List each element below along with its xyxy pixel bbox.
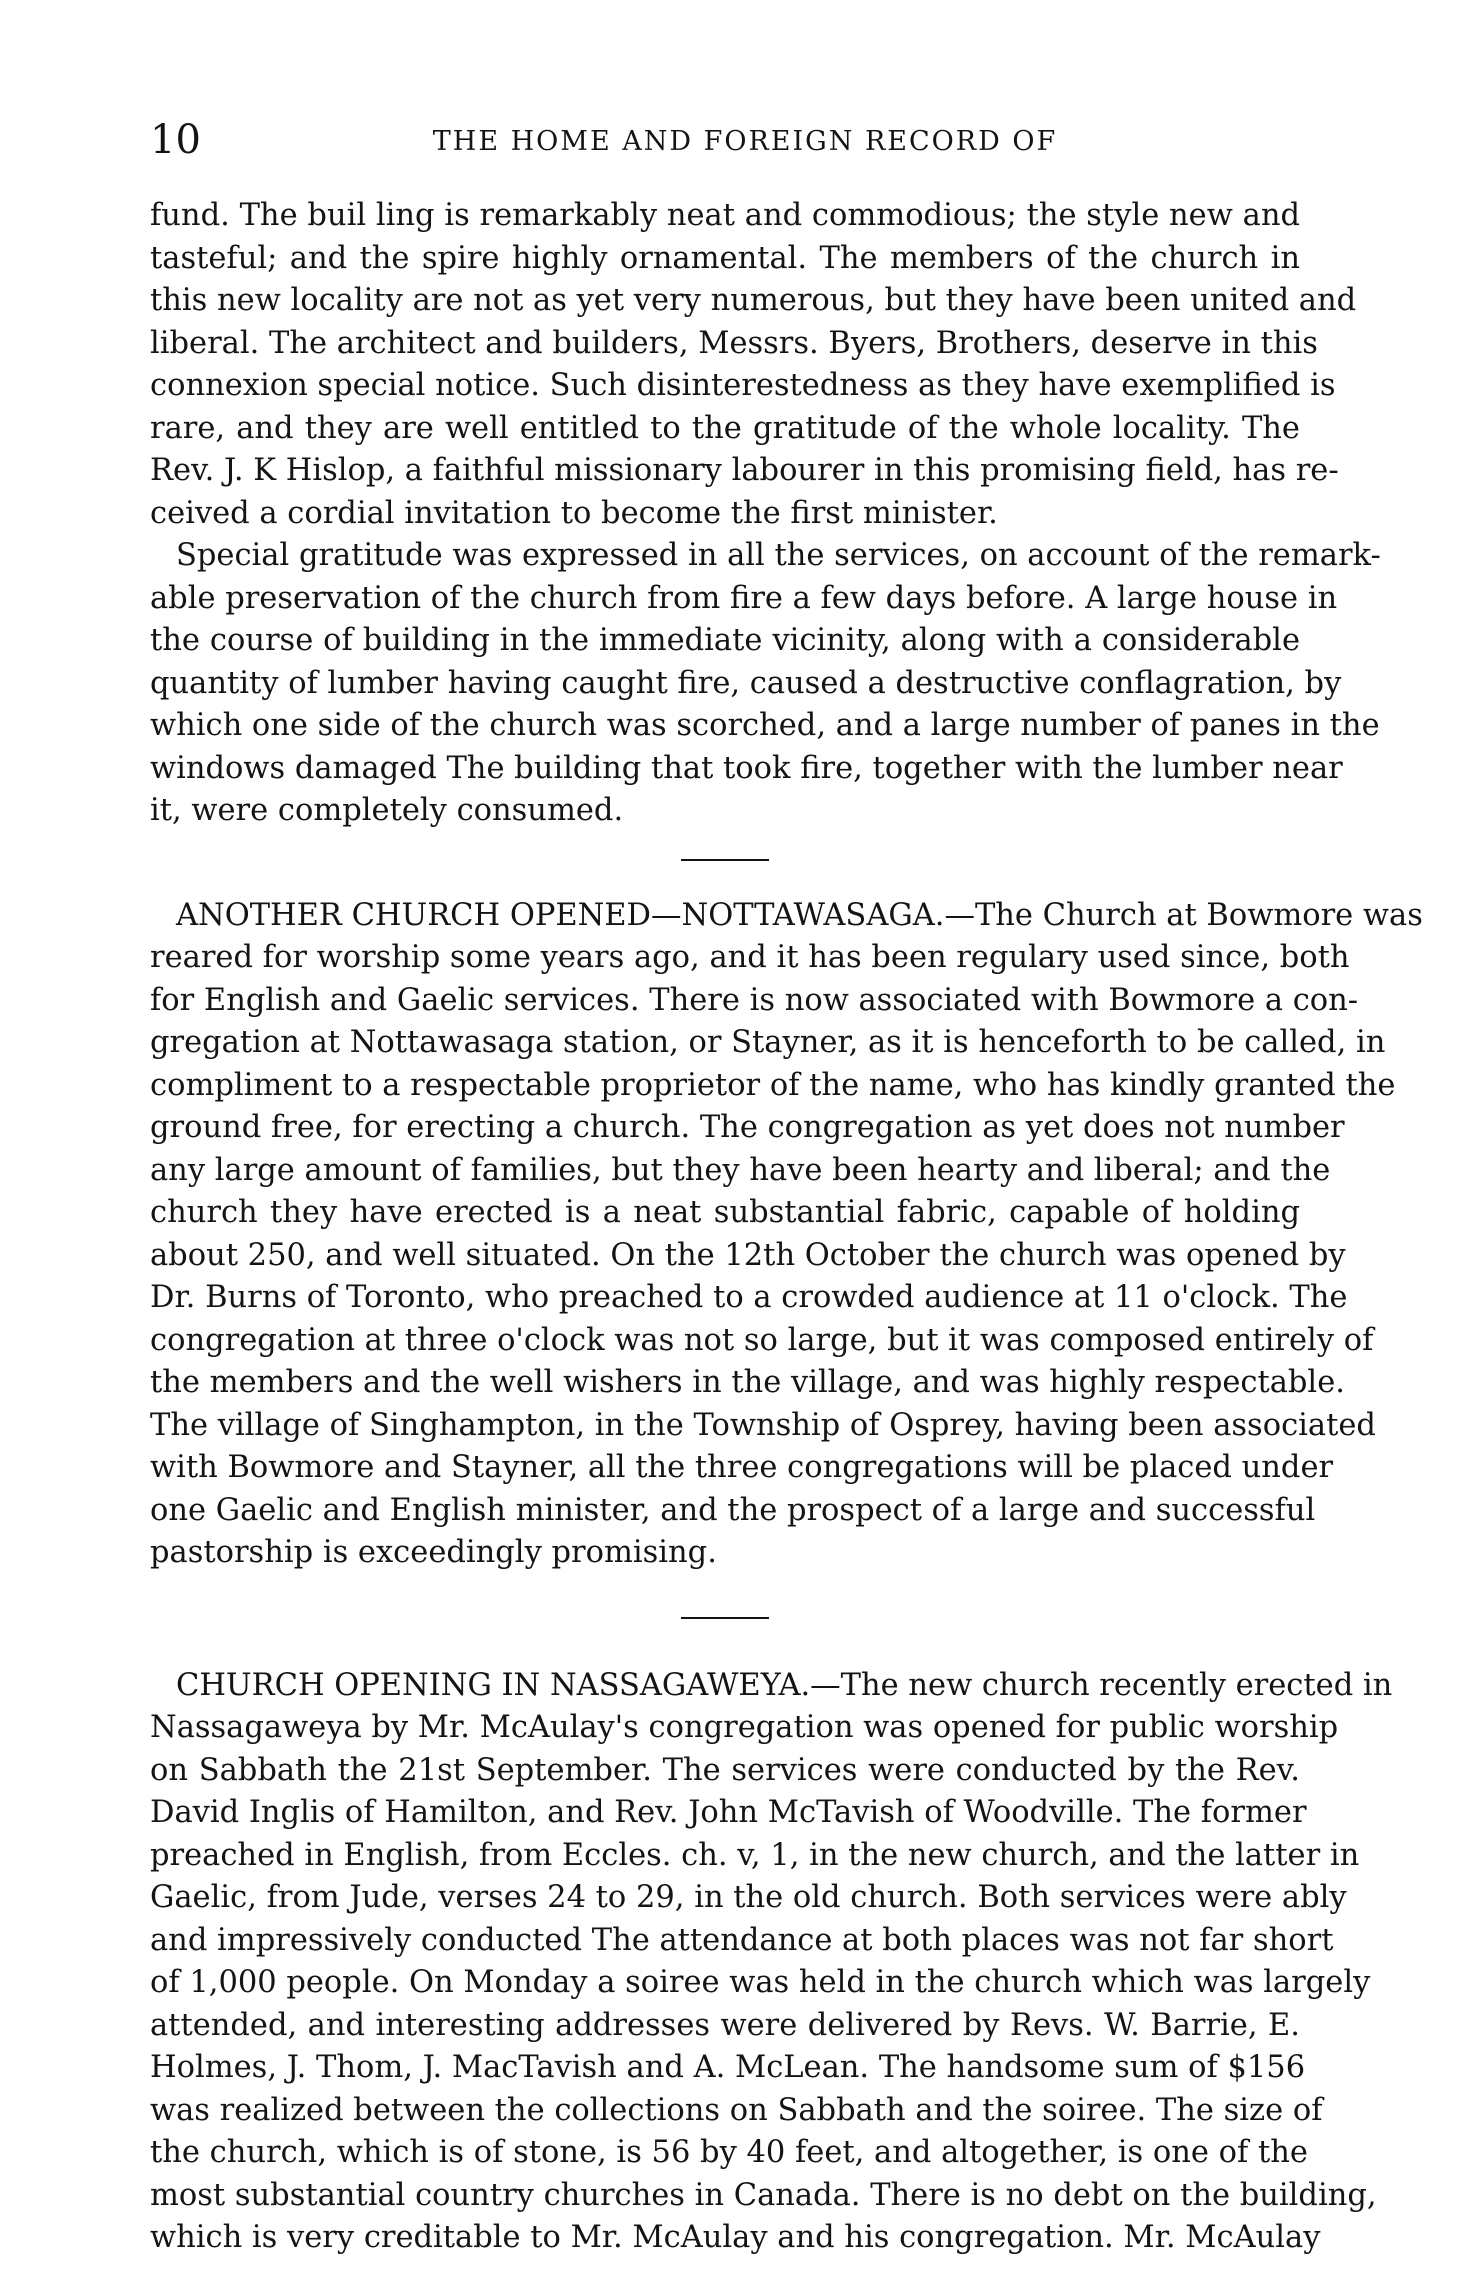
paragraph-nassagaweya bbox=[150, 1665, 1393, 2260]
text-line: ANOTHER CHURCH OPENED—NOTTAWASAGA.—The Church at Bowmore was bbox=[176, 897, 1423, 933]
text-line: preached in English, from Eccles. ch. v, 1, in the new church, and the latter in bbox=[150, 1837, 1360, 1873]
text-line: able preservation of the church from fire a few days before. A large house in bbox=[150, 580, 1338, 616]
text-line: the course of building in the immediate vicinity, along with a considerable bbox=[150, 623, 1300, 658]
text-line: of 1,000 people. On Monday a soiree was held in the church which was largely bbox=[150, 1965, 1371, 2000]
text-line: one Gaelic and English minister, and the prospect of a large and successful bbox=[150, 1492, 1316, 1528]
section-divider bbox=[681, 1617, 769, 1619]
text-line: gregation at Nottawasaga station, or Stayner, as it is henceforth to be called, in bbox=[150, 1025, 1386, 1060]
text-line: compliment to a respectable proprietor of the name, who has kindly granted the bbox=[150, 1067, 1396, 1103]
text-line: Rev. J. K Hislop, a faithful missionary labourer in this promising field, has re- bbox=[150, 453, 1339, 488]
running-head: THE HOME AND FOREIGN RECORD OF bbox=[432, 126, 1058, 157]
text-line: this new locality are not as yet very numerous, but they have been united and bbox=[150, 283, 1357, 318]
text-line: Holmes, J. Thom, J. MacTavish and A. McLean. The handsome sum of $156 bbox=[150, 2050, 1306, 2085]
text-line: about 250, and well situated. On the 12th October the church was opened by bbox=[150, 1237, 1346, 1273]
text-line: The village of Singhampton, in the Township of Osprey, having been associated bbox=[150, 1407, 1376, 1443]
text-line: fund. The buil ling is remarkably neat and commodious; the style new and bbox=[150, 198, 1300, 233]
paragraph-special-gratitude bbox=[150, 535, 1381, 833]
text-line: and impressively conducted The attendance at both places was not far short bbox=[150, 1922, 1334, 1958]
text-line: pastorship is exceedingly promising. bbox=[150, 1535, 717, 1570]
text-line: Special gratitude was expressed in all the services, on account of the remark- bbox=[176, 538, 1381, 573]
text-line: attended, and interesting addresses were delivered by Revs. W. Barrie, E. bbox=[150, 2007, 1300, 2043]
page-header bbox=[150, 115, 1300, 165]
section-divider bbox=[681, 859, 769, 861]
text-line: on Sabbath the 21st September. The services were conducted by the Rev. bbox=[150, 1752, 1300, 1788]
text-line: Dr. Burns of Toronto, who preached to a crowded audience at 11 o'clock. The bbox=[150, 1280, 1348, 1315]
text-line: which one side of the church was scorched, and a large number of panes in the bbox=[150, 708, 1380, 743]
text-line: any large amount of families, but they have been hearty and liberal; and the bbox=[150, 1152, 1331, 1188]
text-line: quantity of lumber having caught fire, caused a destructive conflagration, by bbox=[150, 665, 1342, 701]
text-line: which is very creditable to Mr. McAulay and his congregation. Mr. McAulay bbox=[150, 2220, 1321, 2255]
text-line: most substantial country churches in Canada. There is no debt on the building, bbox=[150, 2177, 1377, 2213]
text-line: for English and Gaelic services. There is now associated with Bowmore a con- bbox=[150, 982, 1359, 1018]
text-line: David Inglis of Hamilton, and Rev. John McTavish of Woodville. The former bbox=[150, 1795, 1307, 1830]
body-text bbox=[150, 195, 1423, 2260]
text-line: Gaelic, from Jude, verses 24 to 29, in the old church. Both services were ably bbox=[150, 1880, 1347, 1915]
text-line: ceived a cordial invitation to become the first minister. bbox=[150, 495, 998, 531]
text-line: was realized between the collections on Sabbath and the soiree. The size of bbox=[150, 2092, 1323, 2128]
text-line: the church, which is of stone, is 56 by 40 feet, and altogether, is one of the bbox=[150, 2135, 1308, 2170]
text-line: church they have erected is a neat substantial fabric, capable of holding bbox=[150, 1195, 1300, 1230]
text-line: windows damaged The building that took fire, together with the lumber near bbox=[150, 750, 1343, 786]
text-line: Nassagaweya by Mr. McAulay's congregation was opened for public worship bbox=[150, 1710, 1339, 1745]
text-line: reared for worship some years ago, and it has been regulary used since, both bbox=[150, 940, 1350, 975]
paragraph-nottawasaga bbox=[150, 895, 1423, 1575]
text-line: tasteful; and the spire highly ornamental. The members of the church in bbox=[150, 240, 1300, 276]
text-line: it, were completely consumed. bbox=[150, 793, 624, 828]
text-line: liberal. The architect and builders, Messrs. Byers, Brothers, deserve in this bbox=[150, 325, 1318, 361]
text-line: with Bowmore and Stayner, all the three congregations will be placed under bbox=[150, 1450, 1334, 1485]
paragraph-fund bbox=[150, 195, 1357, 535]
text-line: ground free, for erecting a church. The congregation as yet does not number bbox=[150, 1110, 1345, 1145]
text-line: congregation at three o'clock was not so large, but it was composed entirely of bbox=[150, 1322, 1374, 1358]
text-line: CHURCH OPENING IN NASSAGAWEYA.—The new church recently erected in bbox=[176, 1667, 1393, 1703]
text-line: the members and the well wishers in the village, and was highly respectable. bbox=[150, 1365, 1345, 1400]
page-number: 10 bbox=[150, 117, 201, 163]
text-line: connexion special notice. Such disinterestedness as they have exemplified is bbox=[150, 368, 1336, 403]
text-line: rare, and they are well entitled to the gratitude of the whole locality. The bbox=[150, 410, 1300, 446]
